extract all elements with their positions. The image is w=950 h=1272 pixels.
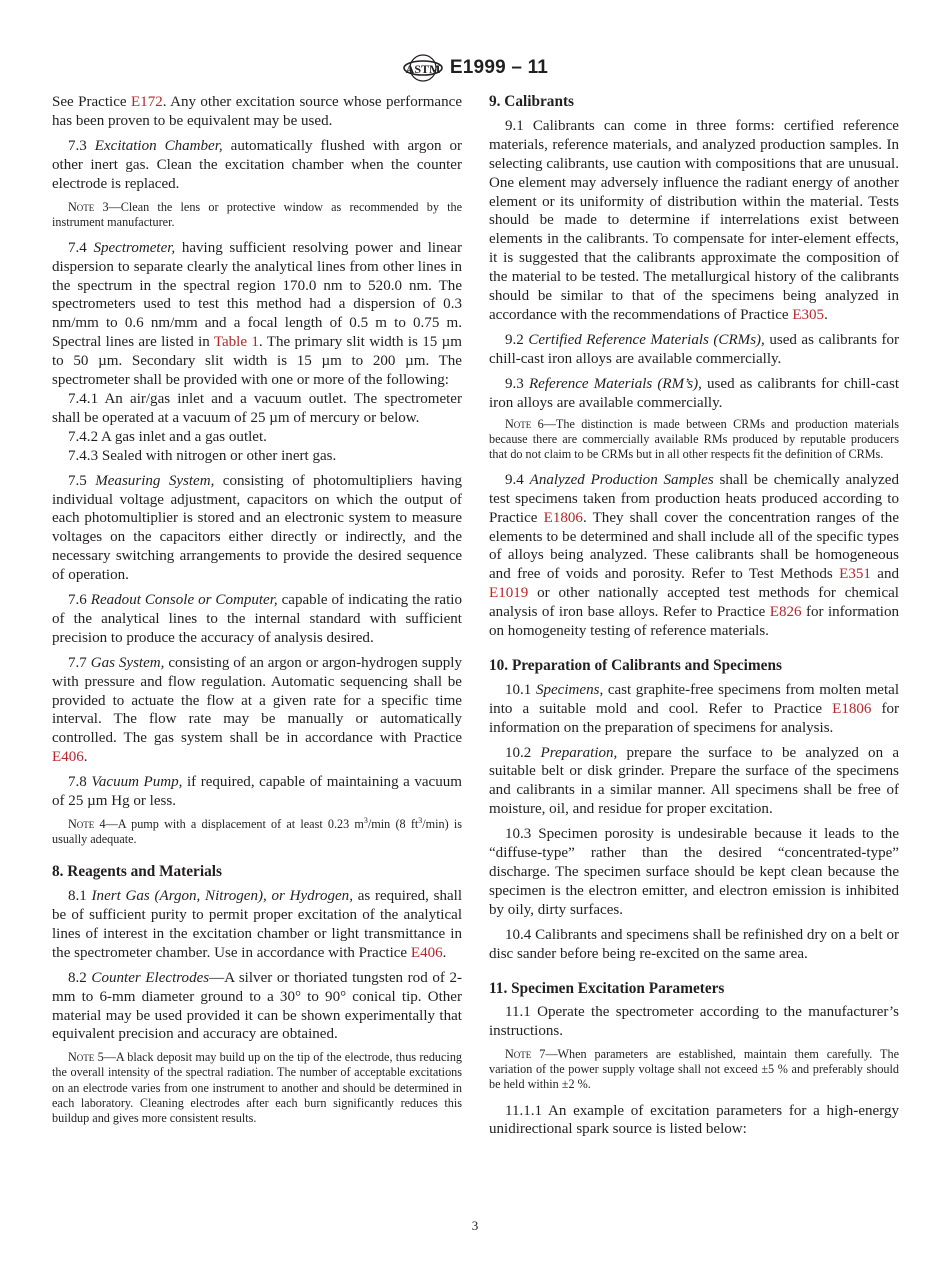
paragraph-10-4: 10.4 Calibrants and specimens shall be refinished dry on a belt or disc sander before being re-excited on the same area. (489, 926, 899, 962)
paragraph-7-4-3: 7.4.3 Sealed with nitrogen or other inert gas. (68, 447, 337, 464)
note-4: Note 4—A pump with a displacement of at least 0.23 $m^3/\min$ (8 $ft^3/\min$) is usually adequate. (52, 815, 462, 847)
section-heading-8: 8. Reagents and Materials (52, 863, 222, 881)
paragraph-9-3: 9.3 Reference Materials (RM’s), used as calibrants for chill-cast iron alloys are available commercially. (489, 375, 899, 411)
note-6: Note 6—The distinction is made between CRMs and production materials because there are commercially available RMs produced by reputable producers that do not claim to be CRMs but in all other respects fit the definition of CRMs. (489, 416, 900, 461)
paragraph-7-8: 7.8 Vacuum Pump, if required, capable of maintaining a vacuum of 25 µm Hg or less. (52, 774, 462, 810)
link-e826[interactable]: E826 (769, 604, 802, 621)
link-e172[interactable]: E172 (130, 94, 163, 110)
paragraph-7-4: 7.4 Spectrometer, having sufficient resolving power and linear dispersion to separate clearly the analytical lines from other lines in the spectrum in the spectral region 170.0 nm to 520.0 nm. The spectrometers used to test this method had a dispersion of 0.3 nm/mm to 0.6 nm/mm and a focal length of 0.5 m to 0.75 m. Spectral lines are listed in Table 1. The primary slit width is 15 µm to 50 µm. Secondary slit width is 15 µm to 200 µm. The spectrometer shall be provided with one or more of the following: (52, 239, 462, 389)
paragraph-7-4-2: 7.4.2 A gas inlet and a gas outlet. (68, 428, 267, 445)
paragraph-7-2-cont: See Practice E172. Any other excitation source whose performance has been proven to be equivalent may be used. (52, 94, 462, 129)
link-e406[interactable]: E406 (410, 944, 443, 961)
link-e305[interactable]: E305 (792, 306, 825, 323)
paragraph-9-2: 9.2 Certified Reference Materials (CRMs), used as calibrants for chill-cast iron alloys are available commercially. (489, 331, 899, 367)
note-3: Note 3—Clean the lens or protective window as recommended by the instrument manufacturer. (52, 199, 463, 229)
paragraph-9-1: 9.1 Calibrants can come in three forms: certified reference materials, reference materials, and analyzed production samples. In selecting calibrants, use caution with compositions that are unusual. One element may adversely influence the radiant energy of another element or its uniformity of distribution within the material. Tests should be made to determine if interrelations exist between elements in the calibrants. To compensate for inter-element effects, it is suggested that the calibrants approximate the composition of the material to be tested. The metallurgical history of the calibrants should be similar to that of the specimens being analyzed in accordance with the recommendations of Practice E305. (489, 117, 899, 323)
note-5: Note 5—A black deposit may build up on the tip of the electrode, thus reducing the overall intensity of the spectral radiation. The number of acceptable excitations on an electrode varies from one instrument to another and should be determined in each laboratory. Cleaning electrodes after each burn significantly reduces this buildup and gives more consistent results. (52, 1050, 463, 1125)
link-e406[interactable]: E406 (52, 749, 84, 766)
note-7: Note 7—When parameters are established, maintain them carefully. The variation of the power supply voltage shall not exceed ±5 % and preferably should be held within ±2 %. (489, 1047, 899, 1092)
right-column (489, 93, 899, 1145)
paragraph-7-5: 7.5 Measuring System, consisting of photomultipliers having individual voltage adjustment, capacitors on which the output of each photomultiplier is stored and an electronic system to measure voltages on the capacitors either directly or indirectly, and the necessary switching arrangements to provide the desired sequence of operation. (52, 472, 462, 584)
paragraph-7-4-1: 7.4.1 An air/gas inlet and a vacuum outlet. The spectrometer shall be operated at a vacuum of 25 µm of mercury or below. (52, 390, 462, 426)
section-heading-9: 9. Calibrants (489, 93, 574, 110)
paragraph-8-2: 8.2 Counter Electrodes—A silver or thoriated tungsten rod of 2-mm to 6-mm diameter ground to a 30° to 90° conical tip. Other material may be used provided it can be shown experimentally that equivalent precision and accuracy are obtained. (52, 969, 462, 1043)
paragraph-10-1: 10.1 Specimens, cast graphite-free specimens from molten metal into a suitable mold and cool. Refer to Practice E1806 for information on the preparation of specimens for analysis. (489, 681, 900, 736)
section-heading-11: 11. Specimen Excitation Parameters (489, 979, 725, 997)
paragraph-7-6: 7.6 Readout Console or Computer, capable of indicating the ratio of the analytical lines to the internal standard with sufficient precision to produce the accuracy of analysis desired. (52, 592, 462, 646)
paragraph-11-1: 11.1 Operate the spectrometer according to the manufacturer’s instructions. (489, 1004, 899, 1040)
page-header (0, 52, 950, 86)
left-column (52, 93, 462, 1135)
link-e1806[interactable]: E1806 (543, 509, 583, 526)
paragraph-9-4: 9.4 Analyzed Production Samples shall be chemically analyzed test specimens taken from production heats produced according to Practice E1806. They shall cover the concentration ranges of the elements to be determined and shall include all of the specific types of alloys being analyzed. These calibrants shall be homogeneous and free of voids and porosity. Refer to Test Methods E351 and E1019 or other nationally accepted test methods for chemical analysis of iron base alloys. Refer to Practice E826 for information on homogeneity testing of reference materials. (489, 471, 900, 640)
link-table-1[interactable]: Table 1 (213, 334, 259, 351)
paragraph-10-3: 10.3 Specimen porosity is undesirable because it leads to the “diffuse-type” rather than the desired “concentrated-type” discharge. The specimen surface should be kept clean because the specimen is the electron emitter, and electron emission is inhibited by oily, dirty surfaces. (489, 826, 899, 918)
paragraph-11-1-1: 11.1.1 An example of excitation parameters for a high-energy unidirectional spark source is listed below: (489, 1102, 899, 1138)
section-heading-10: 10. Preparation of Calibrants and Specimens (489, 656, 782, 674)
page-number: 3 (471, 1218, 479, 1233)
paragraph-7-7: 7.7 Gas System, consisting of an argon or argon-hydrogen supply with pressure and flow regulation. Automatic sequencing shall be provided to actuate the flow at a given rate for a specific time interval. The flow rate may be manually or automatically controlled. The gas system shall be in accordance with Practice E406. (52, 654, 462, 766)
link-e1806[interactable]: E1806 (832, 700, 872, 717)
document-id: E1999 – 11 (449, 57, 549, 78)
astm-logo-icon (402, 52, 444, 84)
paragraph-10-2: 10.2 Preparation, prepare the surface to be analyzed on a suitable belt or disk grinder. Prepare the surface of the specimens and calibrants in a similar manner. All specimens shall be free of moisture, oil, and residue for proper excitation. (489, 744, 899, 818)
svg-text:ASTM: ASTM (405, 62, 441, 76)
link-e1019[interactable]: E1019 (489, 585, 529, 602)
paragraph-8-1: 8.1 Inert Gas (Argon, Nitrogen), or Hydrogen, as required, shall be of sufficient purity to permit proper excitation of the analytical lines of interest in the excitation chamber or light transmittance in the spectrometer chamber. Use in accordance with Practice E406. (52, 888, 463, 961)
link-e351[interactable]: E351 (839, 566, 871, 583)
paragraph-7-3: 7.3 Excitation Chamber, automatically flushed with argon or other inert gas. Clean the excitation chamber when the counter electrode is replaced. (52, 137, 462, 192)
